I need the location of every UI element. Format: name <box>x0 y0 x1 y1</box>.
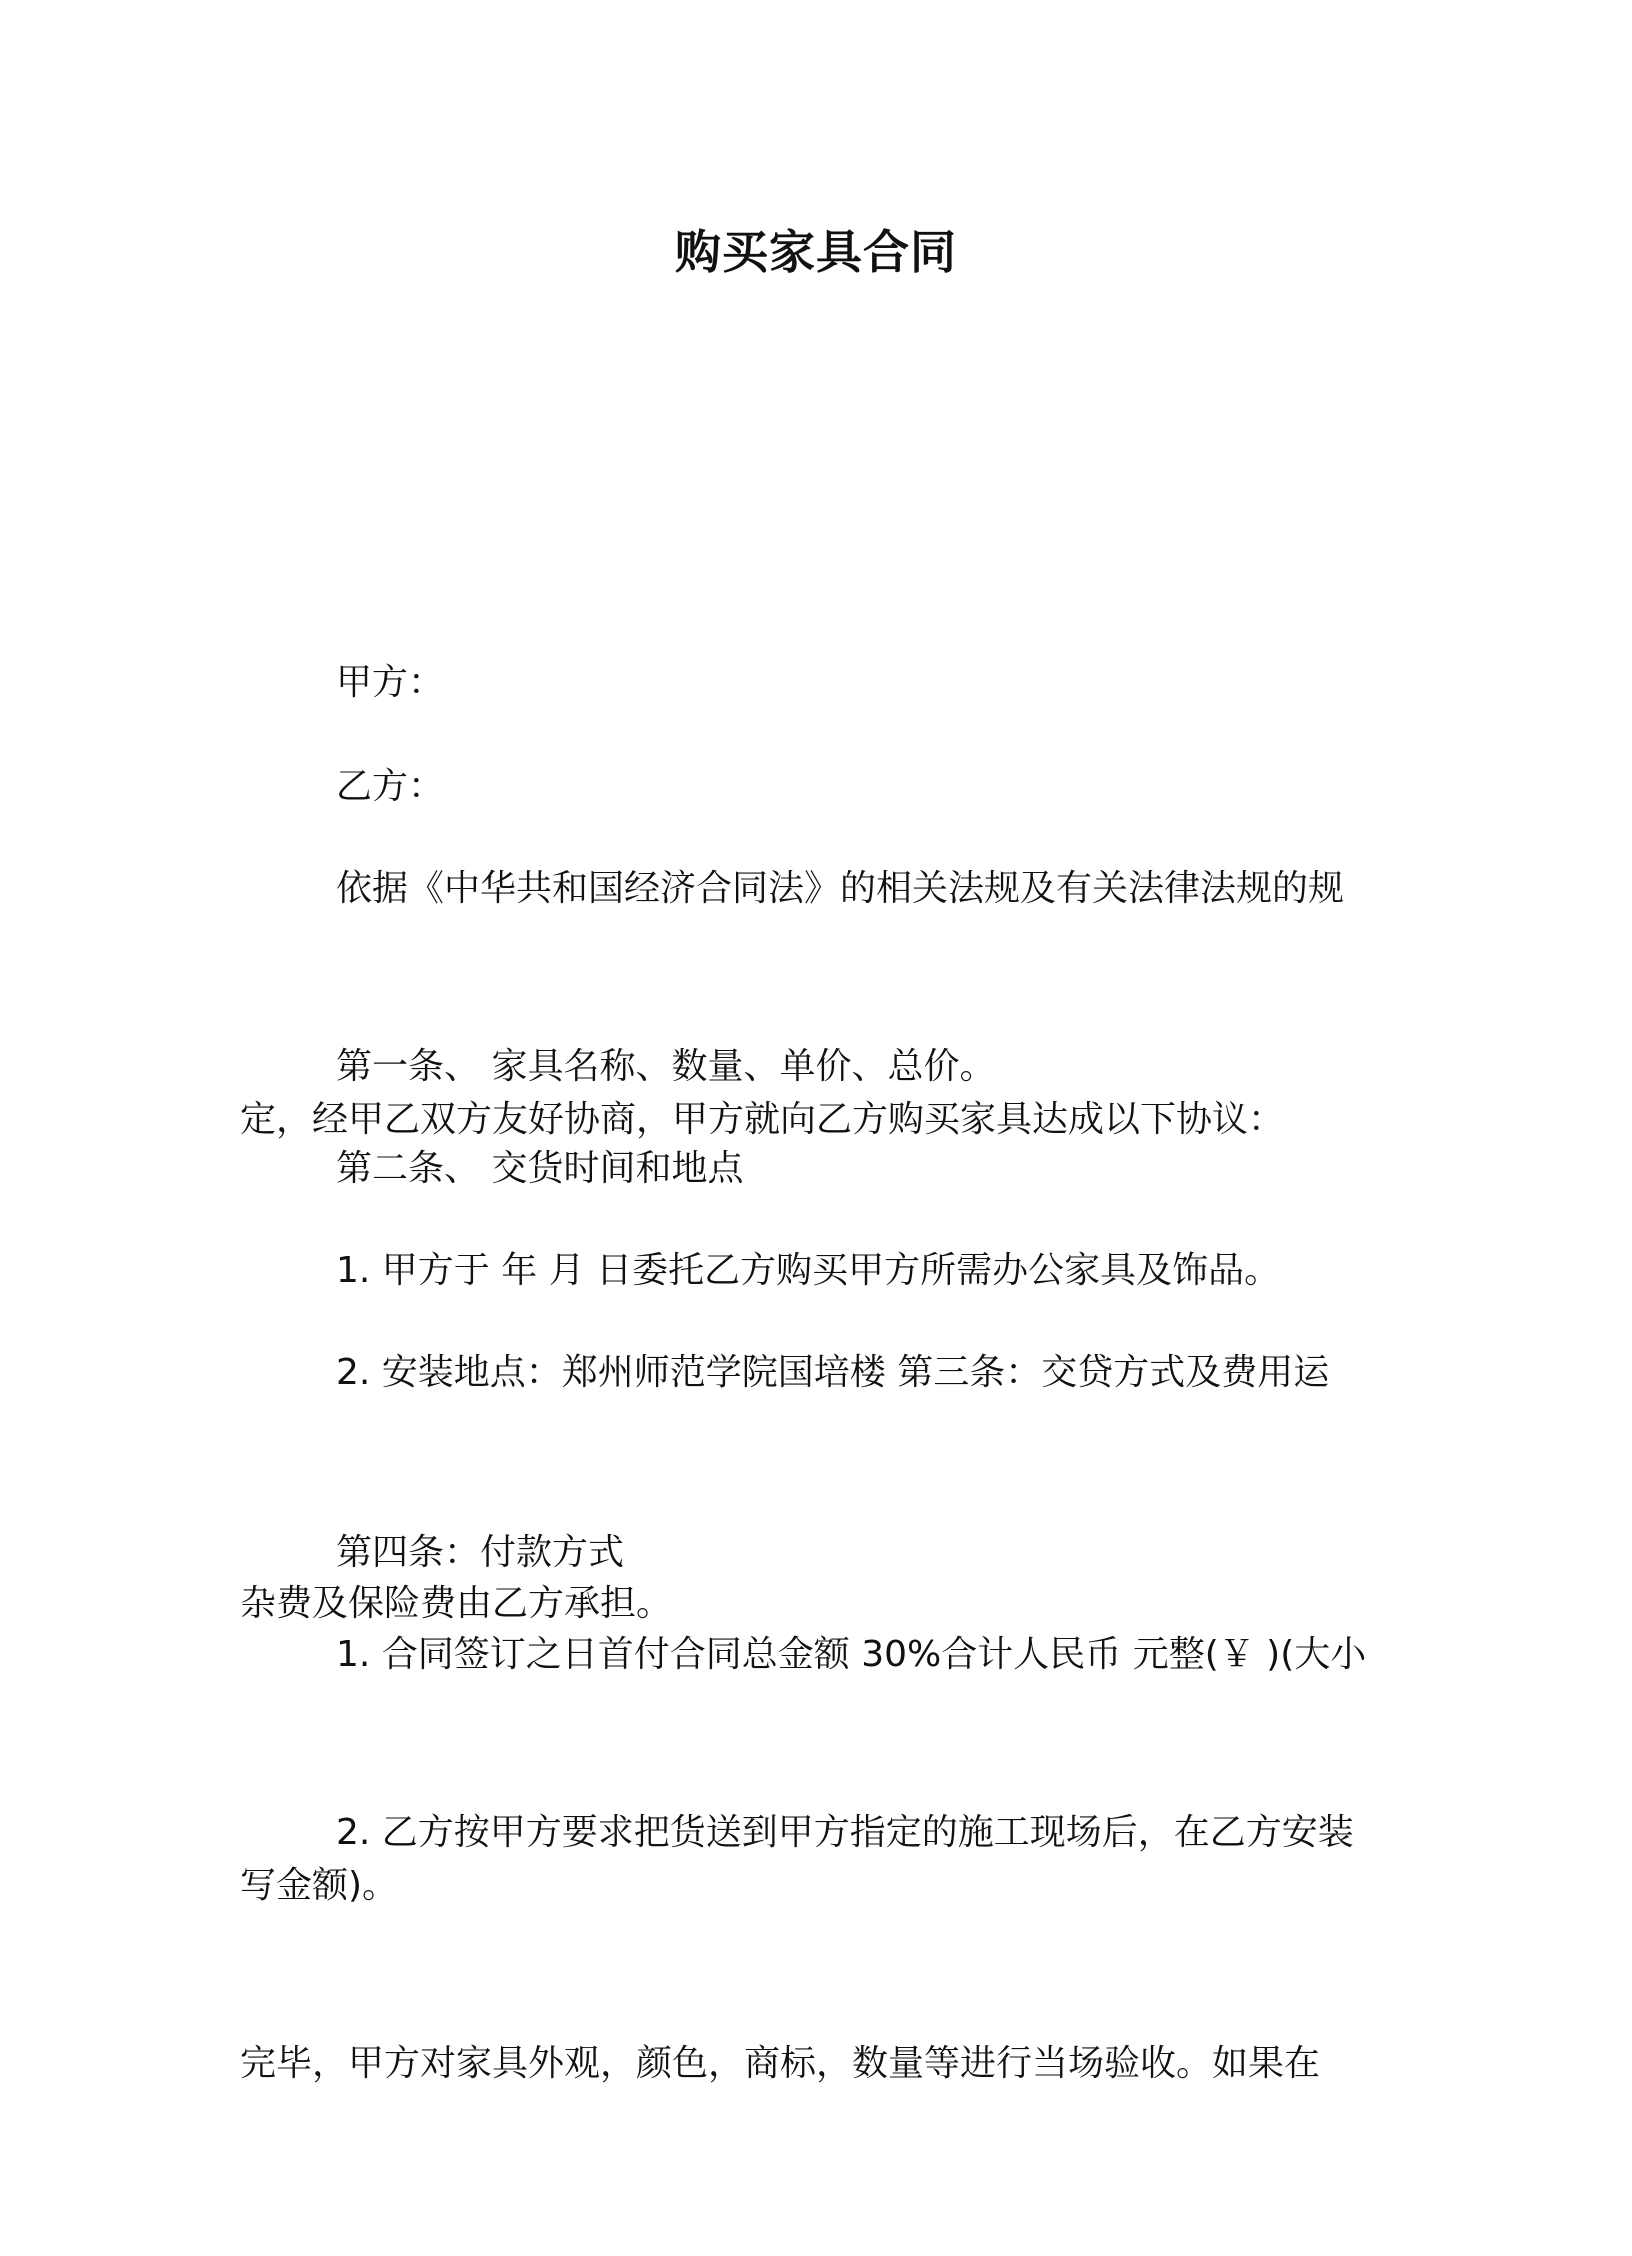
paragraph-line: 写金额)。 <box>240 1865 399 1906</box>
paragraph-line: 2. 乙方按甲方要求把货送到甲方指定的施工现场后，在乙方安装 <box>336 1812 1354 1853</box>
paragraph-line: 1. 甲方于 年 月 日委托乙方购买甲方所需办公家具及饰品。 <box>336 1250 1281 1291</box>
paragraph-line: 第一条、 家具名称、数量、单价、总价。 <box>336 1046 996 1087</box>
party-a-label: 甲方： <box>336 662 445 703</box>
paragraph-line: 2. 安装地点：郑州师范学院国培楼 第三条：交贷方式及费用运 <box>336 1352 1330 1393</box>
article-4-item-2 <box>240 1640 1380 2256</box>
paragraph-line: 完毕，甲方对家具外观，颜色，商标，数量等进行当场验收。如果在 <box>240 2043 1321 2084</box>
paragraph-line: 第二条、 交货时间和地点 <box>336 1148 744 1189</box>
paragraph-line: 定，经甲乙双方友好协商，甲方就向乙方购买家具达成以下协议： <box>240 1099 1285 1140</box>
paragraph-line: 依据《中华共和国经济合同法》的相关法规及有关法律法规的规 <box>336 868 1345 909</box>
paragraph-line: 杂费及保险费由乙方承担。 <box>240 1583 673 1624</box>
paragraph-line: 1. 合同签订之日首付合同总金额 30%合计人民币 元整(￥ )(大小 <box>336 1634 1367 1675</box>
document-title: 购买家具合同 <box>675 225 957 279</box>
party-b-label: 乙方： <box>336 766 445 807</box>
paragraph-line: 第四条：付款方式 <box>336 1532 625 1573</box>
